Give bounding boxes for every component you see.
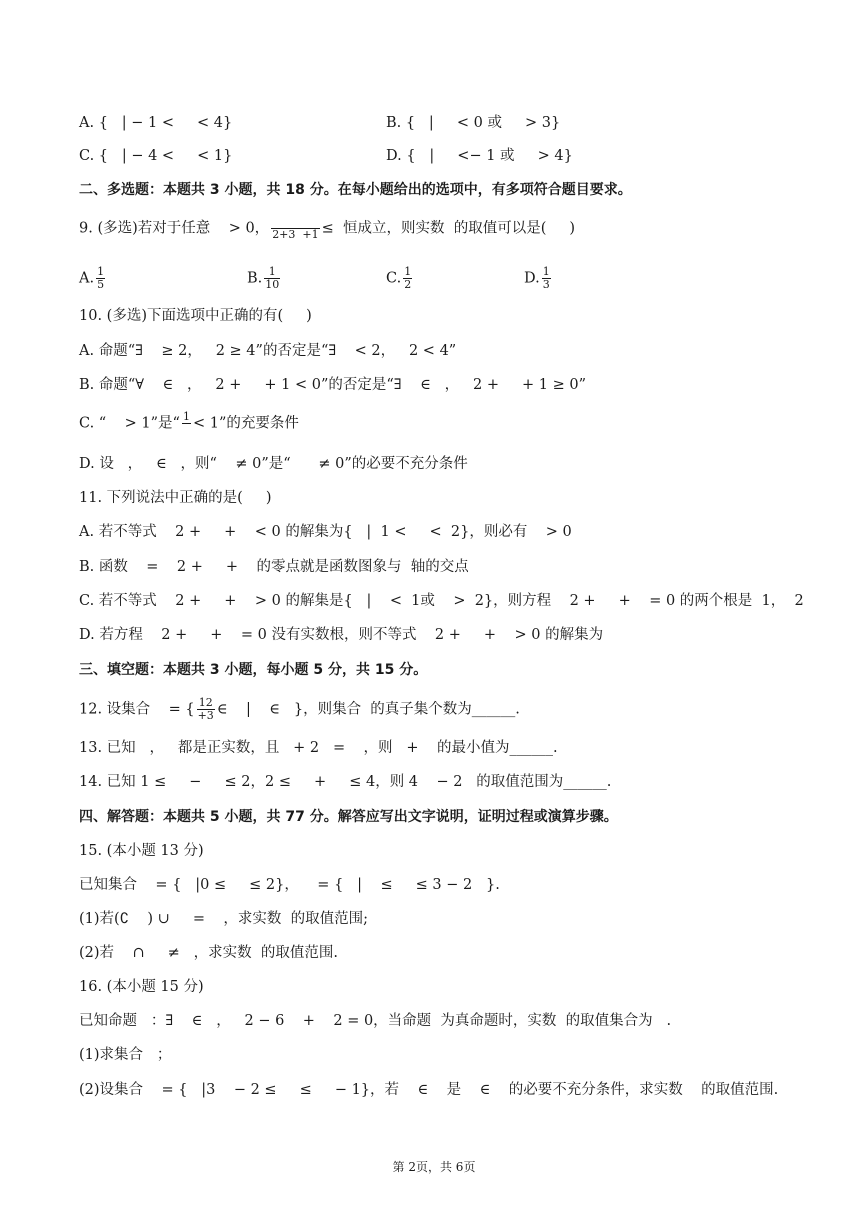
q16-title: 16. (本小题 15 分) [79,979,204,995]
q9-option-b-num: 1 [264,266,280,279]
q9-option-c-fraction [403,266,412,291]
q15-part-1: (1)若(∁ ) ∪ = ，求实数 的取值范围; [79,911,369,927]
q9-option-c [386,266,414,291]
q9-option-c-num: 1 [404,265,412,278]
q11-stem: 11. 下列说法中正确的是( ) [79,490,272,506]
q9-option-b-fraction [264,266,280,291]
q12-prefix: 12. 设集合 = { [79,701,195,718]
q9-option-d-den: 3 [542,278,550,291]
q9-option-a-den: 5 [97,278,105,291]
q16-part-2: (2)设集合 = { |3 − 2 ≤ ≤ − 1}，若 ∈ 是 ∈ 的必要不充分条件，求实数 的取值范围. [79,1082,779,1098]
section-4-header: 四、解答题：本题共 5 小题，共 77 分。解答应写出文字说明，证明过程或演算步骤。 [79,809,618,825]
q8-option-c: C. { | − 4 < < 1} [79,148,233,164]
q9-option-d-fraction [542,266,551,291]
q9-stem-prefix: 9. (多选)若对于任意 > 0， [79,220,270,237]
q14-text: 14. 已知 1 ≤ − ≤ 2，2 ≤ + ≤ 4，则 4 − 2 的取值范围为______. [79,774,612,790]
q10-option-d: D. 设 ， ∈ ，则“ ≠ 0”是“ ≠ 0”的必要不充分条件 [79,456,468,472]
q8-option-b: B. { | < 0 或 > 3} [386,115,561,131]
q9-option-d [524,266,553,291]
q9-option-a-num: 1 [97,265,105,278]
section-2-header: 二、多选题：本题共 3 小题，共 18 分。在每小题给出的选项中，有多项符合题目要求。 [79,182,632,198]
q8-option-d: D. { | <− 1 或 > 4} [386,148,573,164]
q9-option-a-fraction [96,266,105,291]
q15-title: 15. (本小题 13 分) [79,843,204,859]
q9-option-b-den: 10 [265,278,280,291]
q10-option-c-fraction [182,411,191,436]
q12-suffix: ∈ | ∈ }，则集合 的真子集个数为______. [216,701,520,718]
q10-option-c-suffix: < 1”的充要条件 [192,415,299,432]
q9-option-c-den: 2 [404,278,412,291]
q12-frac-denominator: +3 [197,709,214,722]
q9-option-b [247,266,282,291]
q9-option-b-label: B. [247,270,263,287]
q12-text [79,697,520,722]
q9-option-c-label: C. [386,270,402,287]
q10-option-b: B. 命题“∀ ∈ ， 2 + + 1 < 0”的否定是“∃ ∈ ， 2 + + 1 ≥ 0” [79,377,587,393]
q8-option-a: A. { | − 1 < < 4} [79,115,233,131]
q9-frac-denominator: 2+3 +1 [272,228,319,241]
q16-part-1: (1)求集合 ； [79,1047,172,1063]
q10-option-a: A. 命题“∃ ≥ 2， 2 ≥ 4”的否定是“∃ < 2， 2 < 4” [79,343,457,359]
q12-fraction [197,697,215,722]
q15-part-2: (2)若 ∩ ≠ ，求实数 的取值范围. [79,945,338,961]
q9-stem-suffix: ≤ 恒成立，则实数 的取值可以是( ) [321,220,576,237]
q10-option-c-num: 1 [182,410,190,423]
page-footer: 第 2页，共 6页 [392,1160,476,1174]
section-3-header: 三、填空题：本题共 3 小题，每小题 5 分，共 15 分。 [79,662,428,678]
q9-option-d-label: D. [524,270,540,287]
q10-stem: 10. (多选)下面选项中正确的有( ) [79,308,312,324]
q11-option-b: B. 函数 = 2 + + 的零点就是函数图象与 轴的交点 [79,559,469,575]
q9-option-a [79,266,107,291]
q9-option-a-label: A. [79,270,95,287]
q10-option-c [79,411,299,436]
q9-stem-fraction [271,216,319,241]
q10-option-c-prefix: C. “ > 1”是“ [79,415,180,432]
q13-text: 13. 已知 ， 都是正实数，且 + 2 = ，则 + 的最小值为______. [79,740,558,756]
q16-given: 已知命题 ：∃ ∈ ， 2 − 6 + 2 = 0，当命题 为真命题时，实数 的取值集合为 . [79,1013,672,1029]
q12-frac-numerator: 12 [197,697,215,710]
q10-option-c-den [182,424,191,436]
q11-option-a: A. 若不等式 2 + + < 0 的解集为{ | 1 < < 2}，则必有 > 0 [79,524,572,540]
q11-option-d: D. 若方程 2 + + = 0 没有实数根，则不等式 2 + + > 0 的解集为 [79,627,604,643]
q15-given: 已知集合 = { |0 ≤ ≤ 2}， = { | ≤ ≤ 3 − 2 }. [79,877,500,893]
q9-option-d-num: 1 [542,265,550,278]
q9-stem [79,216,575,241]
q11-option-c: C. 若不等式 2 + + > 0 的解集是{ | < 1或 > 2}，则方程 2 + + = 0 的两个根是 1， 2 [79,593,804,609]
